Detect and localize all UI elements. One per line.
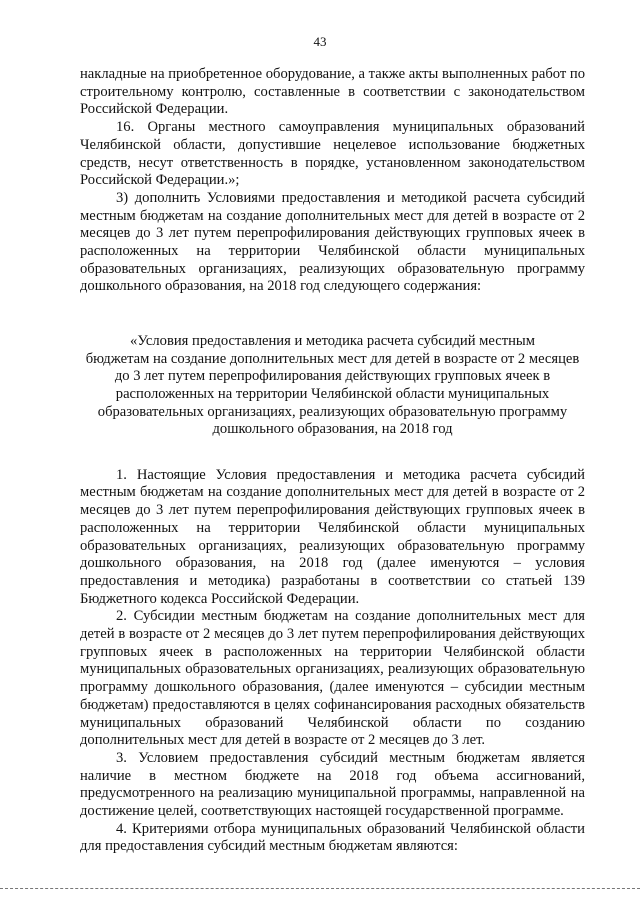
item-4-selection-criteria: 4. Критериями отбора муниципальных образований Челябинской области для предоставления субсидий местным бюджетам являются: bbox=[80, 820, 585, 855]
title-line: бюджетам на создание дополнительных мест для детей в возрасте от 2 месяцев bbox=[85, 350, 580, 367]
page-bottom-rule bbox=[0, 888, 640, 889]
page-number: 43 bbox=[313, 34, 327, 49]
title-line: образовательных организациях, реализующих образовательную программу bbox=[97, 403, 568, 420]
paragraph-16-responsibility: 16. Органы местного самоуправления муниципальных образований Челябинской области, допустившие нецелевое использование бюджетных средств, несут ответственность в порядке, установленном законодательством Российской Федерации.»; bbox=[80, 119, 585, 189]
title-line: до 3 лет путем перепрофилирования действующих групповых ячеек в bbox=[114, 368, 551, 385]
title-line: дошкольного образования, на 2018 год bbox=[212, 421, 453, 438]
paragraph-invoices: накладные на приобретенное оборудование, а также акты выполненных работ по строительному контролю, составленные в соответствии с законодательством Российской Федерации. bbox=[80, 66, 585, 118]
item-2-subsidy-purpose: 2. Субсидии местным бюджетам на создание дополнительных мест для детей в возрасте от 2 месяцев до 3 лет путем перепрофилирования действующих групповых ячеек в расположенных на территории Челябинской области муниципальных образовательных организациях, реализующих образовательную программу дошкольного образования, (далее именуются – субсидии местным бюджетам) предоставляются в целях софинансирования расходных обязательств муниципальных образований Челябинской области по созданию дополнительных мест для детей в возрасте от 2 месяцев до 3 лет. bbox=[80, 608, 585, 749]
title-line: «Условия предоставления и методика расчета субсидий местным bbox=[130, 333, 535, 350]
title-line: расположенных на территории Челябинской области муниципальных bbox=[115, 385, 550, 402]
paragraph-3-amendment: 3) дополнить Условиями предоставления и методикой расчета субсидий местным бюджетам на создание дополнительных мест для детей в возрасте от 2 месяцев до 3 лет путем перепрофилирования действующих групповых ячеек в расположенных на территории Челябинской области муниципальных образовательных организациях, реализующих образовательную программу дошкольного образования, на 2018 год следующего содержания: bbox=[80, 189, 585, 295]
document-body bbox=[80, 66, 585, 856]
item-1-general-provisions: 1. Настоящие Условия предоставления и методика расчета субсидий местным бюджетам на создание дополнительных мест для детей в возрасте от 2 месяцев до 3 лет путем перепрофилирования действующих групповых ячеек в расположенных на территории Челябинской области муниципальных образовательных организациях, реализующих образовательную программу дошкольного образования, на 2018 год (далее именуются – условия предоставления и методика) разработаны в соответствии со статьей 139 Бюджетного кодекса Российской Федерации. bbox=[80, 466, 585, 607]
item-3-subsidy-condition: 3. Условием предоставления субсидий местным бюджетам является наличие в местном бюджете на 2018 год объема ассигнований, предусмотренного на реализацию муниципальной программы, направленной на достижение целей, соответствующих настоящей государственной программе. bbox=[80, 749, 585, 820]
section-title bbox=[80, 333, 585, 439]
